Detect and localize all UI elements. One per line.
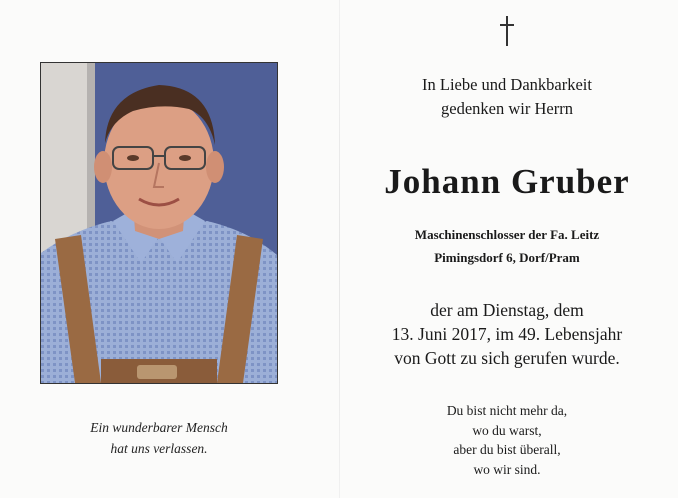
poem-line: aber du bist überall,	[453, 442, 561, 457]
caption-line: hat uns verlassen.	[110, 441, 208, 456]
photo-caption	[40, 417, 278, 459]
death-line: der am Dienstag, dem	[430, 300, 584, 320]
address: Pimingsdorf 6, Dorf/Pram	[434, 250, 580, 265]
poem-line: Du bist nicht mehr da,	[446, 403, 568, 418]
death-line: 13. Juni 2017, im 49. Lebensjahr	[391, 324, 623, 344]
deceased-name: Johann Gruber	[384, 162, 630, 201]
portrait-illustration	[41, 63, 277, 383]
intro-line: gedenken wir Herrn	[441, 99, 573, 118]
intro-text	[350, 73, 664, 121]
cross-icon	[496, 16, 518, 46]
card-fold	[339, 0, 340, 498]
poem-line: wo du warst,	[472, 422, 542, 438]
poem-line: wo wir sind.	[473, 461, 541, 477]
caption-line: Ein wunderbarer Mensch	[90, 420, 228, 435]
occupation: Maschinenschlosser der Fa. Leitz	[414, 227, 600, 242]
death-notice	[350, 298, 664, 370]
deceased-details	[350, 223, 664, 269]
portrait-photo	[40, 62, 278, 384]
death-line: von Gott zu sich gerufen wurde.	[394, 348, 620, 368]
memorial-poem	[350, 401, 664, 479]
intro-line: In Liebe und Dankbarkeit	[422, 75, 592, 94]
